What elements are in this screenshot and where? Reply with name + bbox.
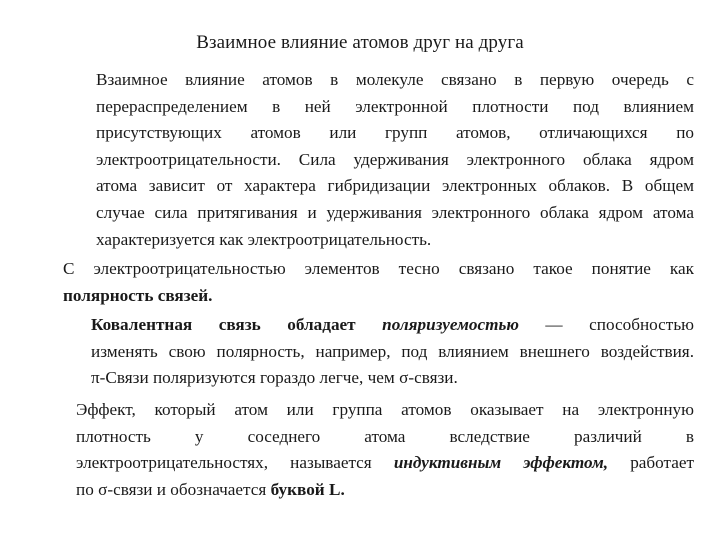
text-line: атома зависит от характера гибридизации электронных облаков. В общем	[96, 176, 694, 196]
text-line: Взаимное влияние атомов в молекуле связано в первую очередь с	[96, 70, 694, 89]
slide-title: Взаимное влияние атомов друг на друга	[196, 32, 524, 53]
text-line: случае сила притягивания и удерживания электронного облака ядром атома	[96, 202, 694, 222]
text-fragment: по σ-связи и обозначается	[76, 479, 267, 499]
text-line: изменять свою полярность, например, под влиянием внешнего воздействия.	[91, 341, 694, 361]
text-line: Эффект, который атом или группа атомов оказывает на электронную	[76, 400, 694, 419]
definition-text: — способностью	[545, 315, 694, 334]
text-line: характеризуется как электроотрицательность.	[96, 229, 432, 249]
term-inductive-effect: индуктивным эффектом,	[393, 453, 609, 473]
text-line	[49, 477, 694, 504]
term-letter-l: буквой L.	[270, 479, 345, 499]
term-covalent-bond: Ковалентная связь обладает	[91, 315, 356, 334]
term-polarizability: поляризуемостью	[382, 315, 519, 334]
text-line: присутствующих атомов или групп атомов, отличающихся по	[96, 123, 694, 143]
text-line: электроотрицательности. Сила удерживания электронного облака ядром	[96, 149, 694, 169]
text-line	[49, 283, 694, 310]
text-fragment: работает	[630, 453, 695, 473]
text-line	[49, 312, 694, 339]
text-line: перераспределением в ней электронной плотности под влиянием	[96, 96, 694, 116]
text-line	[49, 450, 694, 477]
paragraph-mutual-influence	[49, 67, 694, 253]
text-line: С электроотрицательностью элементов тесно связано такое понятие как	[63, 259, 694, 278]
term-bond-polarity: полярность связей.	[63, 285, 213, 305]
paragraph-polarizability	[49, 312, 694, 392]
text-line: плотность у соседнего атома вследствие различий в	[76, 426, 694, 446]
paragraph-bond-polarity	[49, 256, 694, 309]
text-fragment: электроотрицательностях, называется	[76, 453, 372, 473]
text-line: π-Связи поляризуются гораздо легче, чем σ-связи.	[91, 368, 458, 388]
paragraph-inductive-effect	[49, 397, 694, 503]
